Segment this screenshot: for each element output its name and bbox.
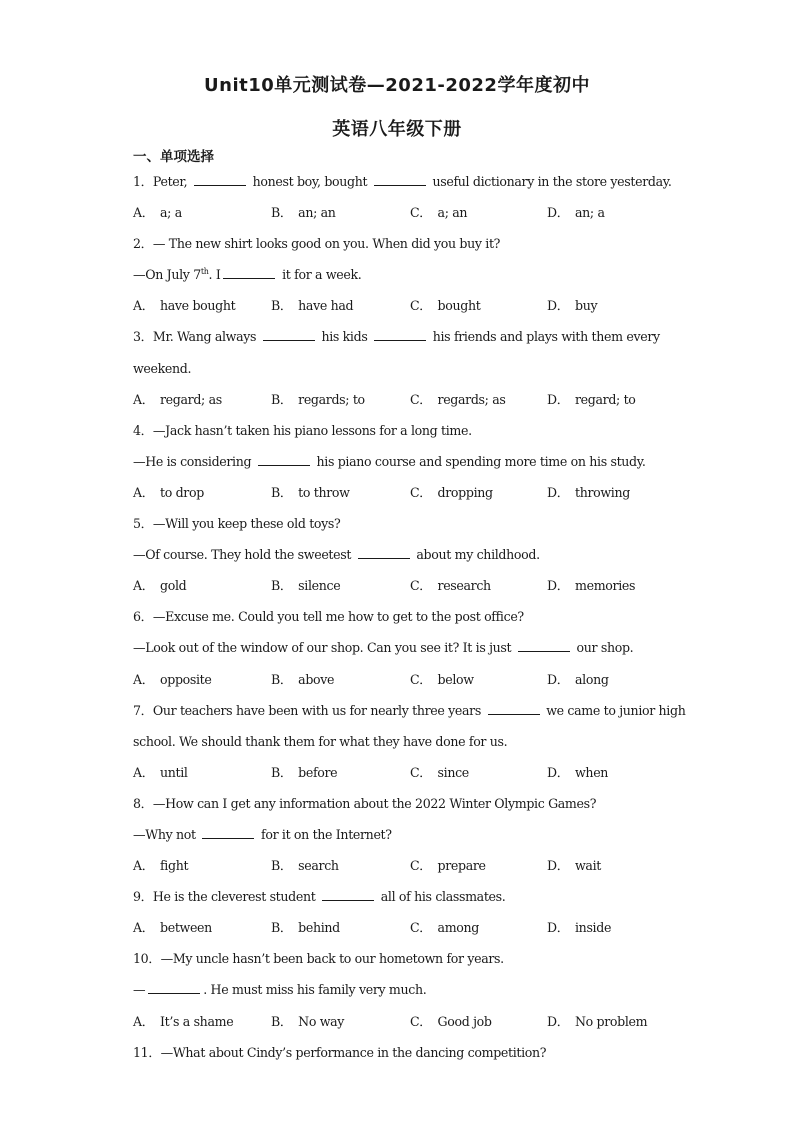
option-text: a; a bbox=[160, 205, 182, 221]
option-text: an; an bbox=[298, 205, 336, 221]
question-text bbox=[133, 601, 673, 632]
question-text-part: 5．—Will you keep these old toys? bbox=[133, 516, 341, 532]
question-text bbox=[133, 1037, 673, 1068]
option-label: B． bbox=[271, 1013, 293, 1029]
question-text bbox=[133, 166, 673, 197]
option-text: Good job bbox=[437, 1013, 492, 1029]
question-text-part: —Look out of the window of our shop. Can you see it? It is just bbox=[133, 640, 515, 656]
option-a[interactable] bbox=[133, 384, 222, 415]
question-text-part: his kids bbox=[317, 329, 372, 345]
answer-blank[interactable] bbox=[194, 174, 246, 186]
question-text bbox=[133, 259, 673, 290]
option-label: A． bbox=[133, 298, 154, 314]
option-c[interactable] bbox=[410, 197, 467, 228]
option-text: regard; to bbox=[575, 391, 636, 407]
option-b[interactable] bbox=[271, 1006, 344, 1037]
question-text-part: —Of course. They hold the sweetest bbox=[133, 547, 355, 563]
option-c[interactable] bbox=[410, 912, 479, 943]
option-b[interactable] bbox=[271, 757, 337, 788]
option-text: prepare bbox=[437, 858, 486, 874]
option-text: an; a bbox=[575, 205, 605, 221]
option-label: C． bbox=[410, 578, 432, 594]
option-text: behind bbox=[298, 920, 340, 936]
question bbox=[133, 1037, 673, 1068]
question-text-part: it for a week. bbox=[278, 267, 362, 283]
option-d[interactable] bbox=[547, 290, 597, 321]
answer-blank[interactable] bbox=[488, 703, 540, 715]
question bbox=[133, 601, 673, 694]
option-d[interactable] bbox=[547, 1006, 647, 1037]
question bbox=[133, 321, 673, 414]
question-text-part: our shop. bbox=[572, 640, 634, 656]
option-d[interactable] bbox=[547, 912, 611, 943]
question-text-part: we came to junior high bbox=[542, 702, 686, 718]
option-text: It’s a shame bbox=[160, 1013, 234, 1029]
question bbox=[133, 695, 686, 788]
option-d[interactable] bbox=[547, 664, 609, 695]
question-text-part: 2．— The new shirt looks good on you. When did you buy it? bbox=[133, 236, 501, 252]
question-text-part: about my childhood. bbox=[412, 547, 540, 563]
question-text bbox=[133, 881, 673, 912]
option-label: C． bbox=[410, 920, 432, 936]
question-text-part: . I bbox=[208, 267, 221, 283]
option-a[interactable] bbox=[133, 290, 235, 321]
options-row bbox=[133, 664, 673, 695]
option-label: C． bbox=[410, 391, 432, 407]
option-text: wait bbox=[575, 858, 601, 874]
option-text: between bbox=[160, 920, 212, 936]
option-text: throwing bbox=[575, 484, 630, 500]
option-label: B． bbox=[271, 578, 293, 594]
answer-blank[interactable] bbox=[358, 547, 410, 559]
option-b[interactable] bbox=[271, 570, 340, 601]
answer-blank[interactable] bbox=[202, 827, 254, 839]
question-text-part: 1．Peter, bbox=[133, 174, 191, 189]
option-text: below bbox=[437, 671, 474, 687]
option-text: have bought bbox=[160, 298, 236, 314]
question-text bbox=[133, 695, 686, 726]
option-c[interactable] bbox=[410, 850, 486, 881]
question-text-part: for it on the Internet? bbox=[257, 826, 392, 842]
option-d[interactable] bbox=[547, 570, 635, 601]
answer-blank[interactable] bbox=[258, 454, 310, 466]
question-text-part: honest boy, bought bbox=[248, 174, 371, 189]
option-b[interactable] bbox=[271, 384, 365, 415]
option-text: when bbox=[575, 764, 609, 780]
option-text: buy bbox=[575, 298, 598, 314]
answer-blank[interactable] bbox=[148, 982, 200, 994]
option-text: since bbox=[437, 764, 469, 780]
option-text: opposite bbox=[160, 671, 212, 687]
question-text-part: 6．—Excuse me. Could you tell me how to get to the post office? bbox=[133, 609, 524, 625]
option-text: have had bbox=[298, 298, 354, 314]
question-text-part: his friends and plays with them every bbox=[429, 329, 660, 345]
option-text: search bbox=[298, 858, 339, 874]
option-text: dropping bbox=[437, 484, 493, 500]
option-label: B． bbox=[271, 205, 293, 221]
option-label: D． bbox=[547, 484, 569, 500]
option-label: D． bbox=[547, 1013, 569, 1029]
option-label: A． bbox=[133, 484, 154, 500]
options-row bbox=[133, 1006, 673, 1037]
options-row bbox=[133, 757, 673, 788]
question-text-part: —On July 7 bbox=[133, 267, 201, 283]
question-text bbox=[133, 321, 673, 352]
option-text: along bbox=[575, 671, 609, 687]
option-d[interactable] bbox=[547, 197, 605, 228]
question bbox=[133, 943, 673, 1036]
options-row bbox=[133, 477, 673, 508]
option-b[interactable] bbox=[271, 290, 353, 321]
option-label: D． bbox=[547, 578, 569, 594]
exam-title-line2: 英语八年级下册 bbox=[332, 119, 462, 140]
answer-blank[interactable] bbox=[374, 174, 426, 186]
option-text: above bbox=[298, 671, 335, 687]
option-d[interactable] bbox=[547, 757, 608, 788]
option-label: C． bbox=[410, 298, 432, 314]
option-label: D． bbox=[547, 920, 569, 936]
option-a[interactable] bbox=[133, 912, 212, 943]
option-text: until bbox=[160, 764, 188, 780]
option-label: B． bbox=[271, 858, 293, 874]
question-text bbox=[133, 353, 673, 384]
option-text: among bbox=[437, 920, 479, 936]
option-d[interactable] bbox=[547, 384, 636, 415]
option-text: inside bbox=[575, 920, 612, 936]
option-label: A． bbox=[133, 391, 154, 407]
option-b[interactable] bbox=[271, 477, 350, 508]
option-text: a; an bbox=[437, 205, 468, 221]
question-text bbox=[133, 788, 673, 819]
question-text bbox=[133, 632, 673, 663]
question bbox=[133, 508, 673, 601]
option-a[interactable] bbox=[133, 570, 186, 601]
option-c[interactable] bbox=[410, 664, 474, 695]
option-text: No way bbox=[298, 1013, 345, 1029]
answer-blank[interactable] bbox=[263, 329, 315, 341]
option-c[interactable] bbox=[410, 384, 506, 415]
option-text: research bbox=[437, 578, 491, 594]
option-label: A． bbox=[133, 578, 154, 594]
section-heading: 一、单项选择 bbox=[133, 149, 214, 165]
option-label: D． bbox=[547, 391, 569, 407]
question-text-part: . He must miss his family very much. bbox=[203, 982, 427, 998]
options-row bbox=[133, 384, 673, 415]
option-a[interactable] bbox=[133, 757, 188, 788]
question-text-part: 11．—What about Cindy’s performance in the dancing competition? bbox=[133, 1044, 547, 1060]
option-text: before bbox=[298, 764, 338, 780]
option-label: A． bbox=[133, 858, 154, 874]
option-text: No problem bbox=[575, 1013, 648, 1029]
question-text bbox=[133, 943, 673, 974]
question-text bbox=[133, 508, 673, 539]
option-text: silence bbox=[298, 578, 341, 594]
question-text-part: 10．—My uncle hasn’t been back to our hometown for years. bbox=[133, 951, 504, 967]
option-a[interactable] bbox=[133, 1006, 233, 1037]
answer-blank[interactable] bbox=[322, 889, 374, 901]
question-text-part: —He is considering bbox=[133, 453, 255, 469]
option-b[interactable] bbox=[271, 912, 340, 943]
option-text: fight bbox=[160, 858, 189, 874]
option-text: to throw bbox=[298, 484, 350, 500]
option-label: D． bbox=[547, 671, 569, 687]
option-label: D． bbox=[547, 205, 569, 221]
option-text: regard; as bbox=[160, 391, 222, 407]
question-text bbox=[133, 228, 673, 259]
option-a[interactable] bbox=[133, 664, 212, 695]
option-a[interactable] bbox=[133, 197, 182, 228]
answer-blank[interactable] bbox=[223, 267, 275, 279]
option-d[interactable] bbox=[547, 477, 630, 508]
question-text bbox=[133, 415, 673, 446]
option-b[interactable] bbox=[271, 664, 334, 695]
superscript: th bbox=[200, 267, 209, 277]
option-text: regards; to bbox=[298, 391, 365, 407]
option-label: B． bbox=[271, 920, 293, 936]
options-row bbox=[133, 570, 673, 601]
options-row bbox=[133, 290, 673, 321]
question bbox=[133, 166, 673, 228]
option-text: gold bbox=[160, 578, 187, 594]
option-label: D． bbox=[547, 858, 569, 874]
question-text bbox=[133, 726, 673, 757]
question bbox=[133, 881, 673, 943]
option-c[interactable] bbox=[410, 757, 469, 788]
option-label: A． bbox=[133, 671, 154, 687]
question-text-part: —Why not bbox=[133, 826, 200, 842]
option-d[interactable] bbox=[547, 850, 601, 881]
option-text: regards; as bbox=[437, 391, 506, 407]
question-text bbox=[133, 974, 673, 1005]
option-b[interactable] bbox=[271, 850, 339, 881]
question-text-part: useful dictionary in the store yesterday. bbox=[428, 174, 672, 189]
exam-title-line1: Unit10单元测试卷—2021-2022学年度初中 bbox=[204, 75, 590, 96]
option-label: B． bbox=[271, 671, 293, 687]
question-text-part: 9．He is the cleverest student bbox=[133, 889, 320, 905]
option-c[interactable] bbox=[410, 477, 493, 508]
option-label: D． bbox=[547, 298, 569, 314]
options-row bbox=[133, 912, 673, 943]
option-c[interactable] bbox=[410, 1006, 492, 1037]
option-b[interactable] bbox=[271, 197, 336, 228]
option-c[interactable] bbox=[410, 570, 491, 601]
question-text-part: his piano course and spending more time on his study. bbox=[312, 453, 646, 469]
option-a[interactable] bbox=[133, 850, 188, 881]
option-label: A． bbox=[133, 764, 154, 780]
question-text-part: 7．Our teachers have been with us for nearly three years bbox=[133, 702, 485, 718]
answer-blank[interactable] bbox=[374, 329, 426, 341]
option-label: C． bbox=[410, 764, 432, 780]
question-text-part: all of his classmates. bbox=[377, 889, 506, 905]
option-text: to drop bbox=[160, 484, 204, 500]
question bbox=[133, 228, 673, 321]
option-label: D． bbox=[547, 764, 569, 780]
question-text-part: school. We should thank them for what they have done for us. bbox=[133, 733, 508, 749]
option-a[interactable] bbox=[133, 477, 204, 508]
option-label: A． bbox=[133, 1013, 154, 1029]
options-row bbox=[133, 850, 673, 881]
question bbox=[133, 788, 673, 881]
option-label: B． bbox=[271, 391, 293, 407]
option-text: bought bbox=[437, 298, 481, 314]
option-c[interactable] bbox=[410, 290, 480, 321]
option-label: A． bbox=[133, 920, 154, 936]
question bbox=[133, 415, 673, 508]
option-label: B． bbox=[271, 484, 293, 500]
option-label: B． bbox=[271, 298, 293, 314]
option-label: A． bbox=[133, 205, 154, 221]
option-label: C． bbox=[410, 858, 432, 874]
option-label: C． bbox=[410, 484, 432, 500]
option-label: C． bbox=[410, 205, 432, 221]
option-label: B． bbox=[271, 764, 293, 780]
question-text-part: 4．—Jack hasn’t taken his piano lessons for a long time. bbox=[133, 422, 472, 438]
question-list bbox=[133, 166, 686, 1068]
option-text: memories bbox=[575, 578, 636, 594]
question-text-part: 3．Mr. Wang always bbox=[133, 329, 260, 345]
question-text bbox=[133, 446, 673, 477]
option-label: C． bbox=[410, 671, 432, 687]
option-label: C． bbox=[410, 1013, 432, 1029]
question-text-part: — bbox=[133, 982, 146, 998]
question-text-part: weekend. bbox=[133, 360, 192, 376]
options-row bbox=[133, 197, 673, 228]
question-text-part: 8．—How can I get any information about the 2022 Winter Olympic Games? bbox=[133, 795, 597, 811]
question-text bbox=[133, 539, 673, 570]
question-text bbox=[133, 819, 673, 850]
answer-blank[interactable] bbox=[518, 640, 570, 652]
